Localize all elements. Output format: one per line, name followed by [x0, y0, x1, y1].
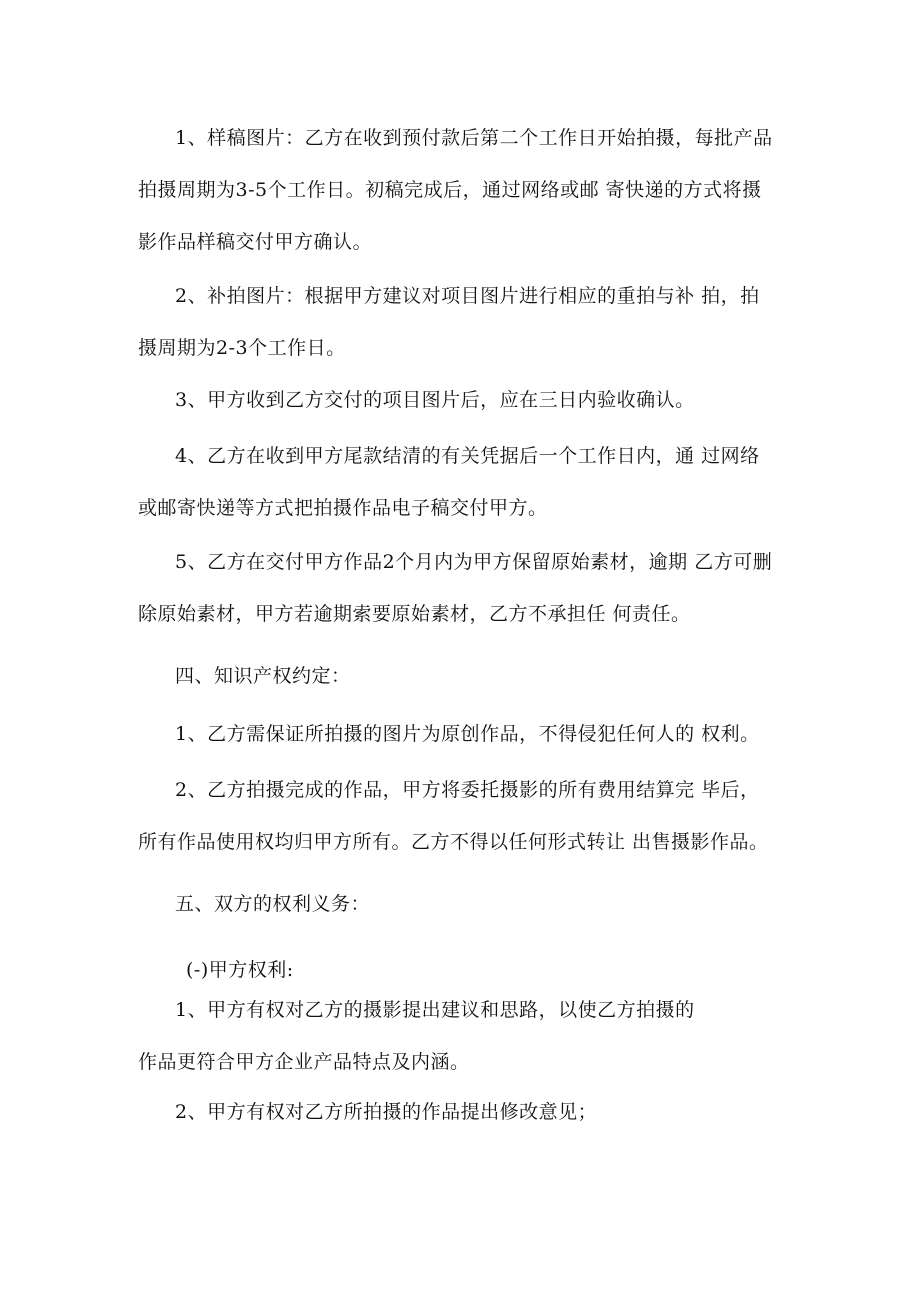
subsection-title: (-)甲方权利:	[186, 959, 294, 981]
text-line: 所有作品使用权均归甲方所有。乙方不得以任何形式转让 出售摄影作品。	[138, 831, 769, 853]
section-title: 四、知识产权约定：	[175, 665, 351, 687]
text-line: 5、乙方在交付甲方作品2个月内为甲方保留原始素材，逾期 乙方可删	[175, 551, 773, 573]
text-line: 2、甲方有权对乙方所拍摄的作品提出修改意见；	[175, 1101, 598, 1123]
text-line: 或邮寄快递等方式把拍摄作品电子稿交付甲方。	[138, 497, 548, 519]
clause-acceptance	[138, 374, 798, 426]
text-line: 1、乙方需保证所拍摄的图片为原创作品，不得侵犯任何人的 权利。	[175, 723, 760, 745]
section-heading-rights-obligations	[138, 878, 798, 930]
clause-party-a-suggestions	[138, 984, 798, 1088]
text-line: 摄周期为2-3个工作日。	[138, 337, 346, 359]
clause-sample-photos	[138, 112, 798, 268]
text-line: 影作品样稿交付甲方确认。	[138, 231, 373, 253]
text-line: 作品更符合甲方企业产品特点及内涵。	[138, 1051, 470, 1073]
text-line: 4、乙方在收到甲方尾款结清的有关凭据后一个工作日内，通 过网络	[175, 445, 760, 467]
text-line: 拍摄周期为3-5个工作日。初稿完成后，通过网络或邮 寄快递的方式将摄	[138, 179, 762, 201]
text-line: 2、乙方拍摄完成的作品，甲方将委托摄影的所有费用结算完 毕后，	[175, 779, 760, 801]
section-title: 五、双方的权利义务：	[175, 893, 371, 915]
text-line: 1、样稿图片：乙方在收到预付款后第二个工作日开始拍摄，每批产品	[175, 127, 773, 149]
text-line: 2、补拍图片：根据甲方建议对项目图片进行相应的重拍与补 拍，拍	[175, 285, 760, 307]
clause-raw-material-retention	[138, 536, 798, 640]
clause-originality	[138, 708, 798, 760]
text-line: 3、甲方收到乙方交付的项目图片后，应在三日内验收确认。	[175, 389, 695, 411]
clause-usage-rights	[138, 764, 798, 868]
clause-electronic-delivery	[138, 430, 798, 534]
clause-party-a-revisions	[138, 1086, 798, 1138]
clause-reshoot-photos	[138, 270, 798, 374]
section-heading-ip	[138, 650, 798, 702]
text-line: 除原始素材，甲方若逾期索要原始素材，乙方不承担任 何责任。	[138, 603, 691, 625]
text-line: 1、甲方有权对乙方的摄影提出建议和思路，以使乙方拍摄的	[175, 999, 695, 1021]
